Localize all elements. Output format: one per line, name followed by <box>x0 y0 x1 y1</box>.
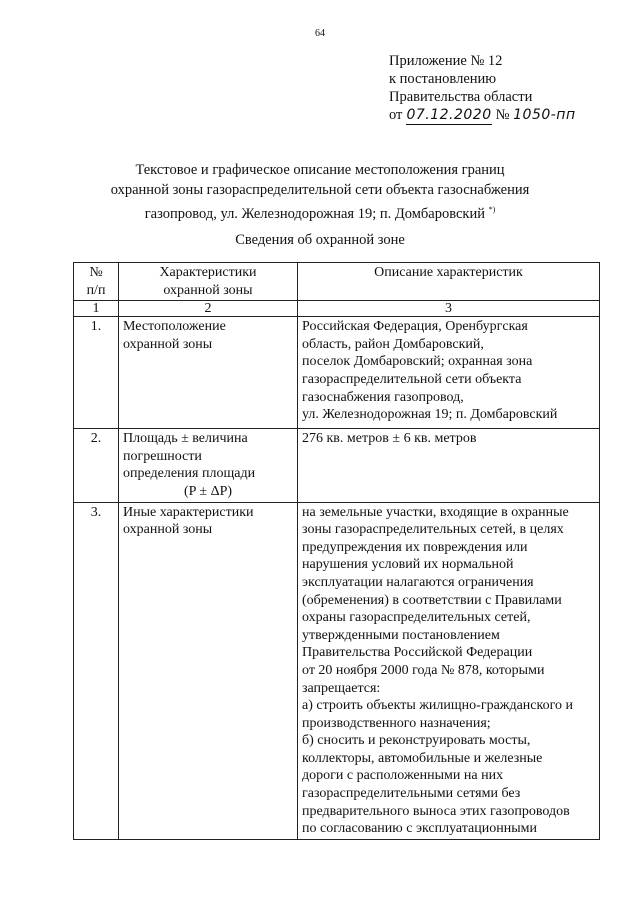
title-line-3-text: газопровод, ул. Железнодорожная 19; п. Домбаровский <box>144 205 485 222</box>
text-line: запрещается: <box>302 680 381 696</box>
text-line: газоснабжения газопровод, <box>302 389 464 405</box>
table-index-row <box>74 301 600 317</box>
date-prefix: от <box>389 107 403 123</box>
text-line: 276 кв. метров ± 6 кв. метров <box>302 431 477 447</box>
text-line: (P ± ΔP) <box>183 483 233 499</box>
text-line: на земельные участки, входящие в охранные <box>302 504 569 520</box>
row-description <box>298 502 600 839</box>
row-number: 1. <box>74 317 119 429</box>
text-line: охранной зоны <box>123 336 213 352</box>
header-number <box>74 263 119 301</box>
section-subtitle: Сведения об охранной зоне <box>235 232 405 248</box>
title-line-2: охранной зоны газораспределительной сети объекта газоснабжения <box>110 182 530 198</box>
text-line: эксплуатации налагаются ограничения <box>302 574 534 590</box>
row-characteristic <box>119 429 298 502</box>
appendix-header <box>389 52 585 125</box>
appendix-date-line <box>389 106 585 125</box>
header-description: Описание характеристик <box>298 263 600 301</box>
text-line: охранной зоны <box>123 522 213 538</box>
text-line: Площадь ± величина <box>123 431 248 447</box>
text-line: Российская Федерация, Оренбургская <box>302 319 528 335</box>
text-line: а) строить объекты жилищно-гражданского и <box>302 698 573 714</box>
header-characteristic-line-2: охранной зоны <box>163 282 253 298</box>
appendix-line-1: Приложение № 12 <box>389 53 503 69</box>
text-line: дороги с расположенными на них <box>302 768 504 784</box>
index-cell: 1 <box>74 301 119 317</box>
text-line: предупреждения их повреждения или <box>302 539 528 555</box>
appendix-line-3: Правительства области <box>389 89 533 105</box>
text-line: Иные характеристики <box>123 504 254 520</box>
page-number: 64 <box>315 28 325 39</box>
row-characteristic <box>119 317 298 429</box>
number-prefix: № <box>495 107 510 123</box>
table-header-row <box>74 263 600 301</box>
handwritten-number: 1050-пп <box>513 107 576 123</box>
text-line: ул. Железнодорожная 19; п. Домбаровский <box>302 407 558 423</box>
text-line: определения площади <box>123 466 256 482</box>
text-line: область, район Домбаровский, <box>302 336 484 352</box>
text-line: Местоположение <box>123 319 226 335</box>
text-line: коллекторы, автомобильные и железные <box>302 750 543 766</box>
title-line-1: Текстовое и графическое описание местоположения границ <box>135 162 505 178</box>
text-line: (обременения) в соответствии с Правилами <box>302 592 562 608</box>
header-characteristic <box>119 263 298 301</box>
text-line: по согласованию с эксплуатационными <box>302 821 537 837</box>
text-line: от 20 ноября 2000 года № 878, которыми <box>302 662 545 678</box>
document-title <box>80 160 560 224</box>
table-row <box>74 317 600 429</box>
text-line: нарушения условий их нормальной <box>302 557 514 573</box>
text-line: утвержденными постановлением <box>302 627 500 643</box>
row-number: 3. <box>74 502 119 839</box>
text-line: погрешности <box>123 448 202 464</box>
handwritten-date: 07.12.2020 <box>406 107 492 123</box>
row-characteristic <box>119 502 298 839</box>
text-line: производственного назначения; <box>302 715 491 731</box>
row-description <box>298 317 600 429</box>
protection-zone-table <box>73 262 600 840</box>
header-number-line-2: п/п <box>86 282 106 298</box>
text-line: предварительного выноса этих газопроводов <box>302 803 570 819</box>
table-row <box>74 502 600 839</box>
header-characteristic-line-1: Характеристики <box>159 265 257 280</box>
text-line: газораспределительной сети объекта <box>302 371 522 387</box>
title-line-3 <box>80 200 560 224</box>
text-line: охраны газораспределительных сетей, <box>302 610 531 626</box>
appendix-line-2: к постановлению <box>389 71 497 87</box>
row-number: 2. <box>74 429 119 502</box>
index-cell: 2 <box>119 301 298 317</box>
index-cell: 3 <box>298 301 600 317</box>
text-line: зоны газораспределительных сетей, в целях <box>302 522 564 538</box>
row-description <box>298 429 600 502</box>
text-line: газораспределительными сетями без <box>302 786 521 802</box>
text-line: поселок Домбаровский; охранная зона <box>302 354 533 370</box>
footnote-mark: *) <box>488 205 496 214</box>
text-line: Правительства Российской Федерации <box>302 645 533 661</box>
text-line: б) сносить и реконструировать мосты, <box>302 733 531 749</box>
header-number-line-1: № <box>89 265 103 280</box>
table-row <box>74 429 600 502</box>
